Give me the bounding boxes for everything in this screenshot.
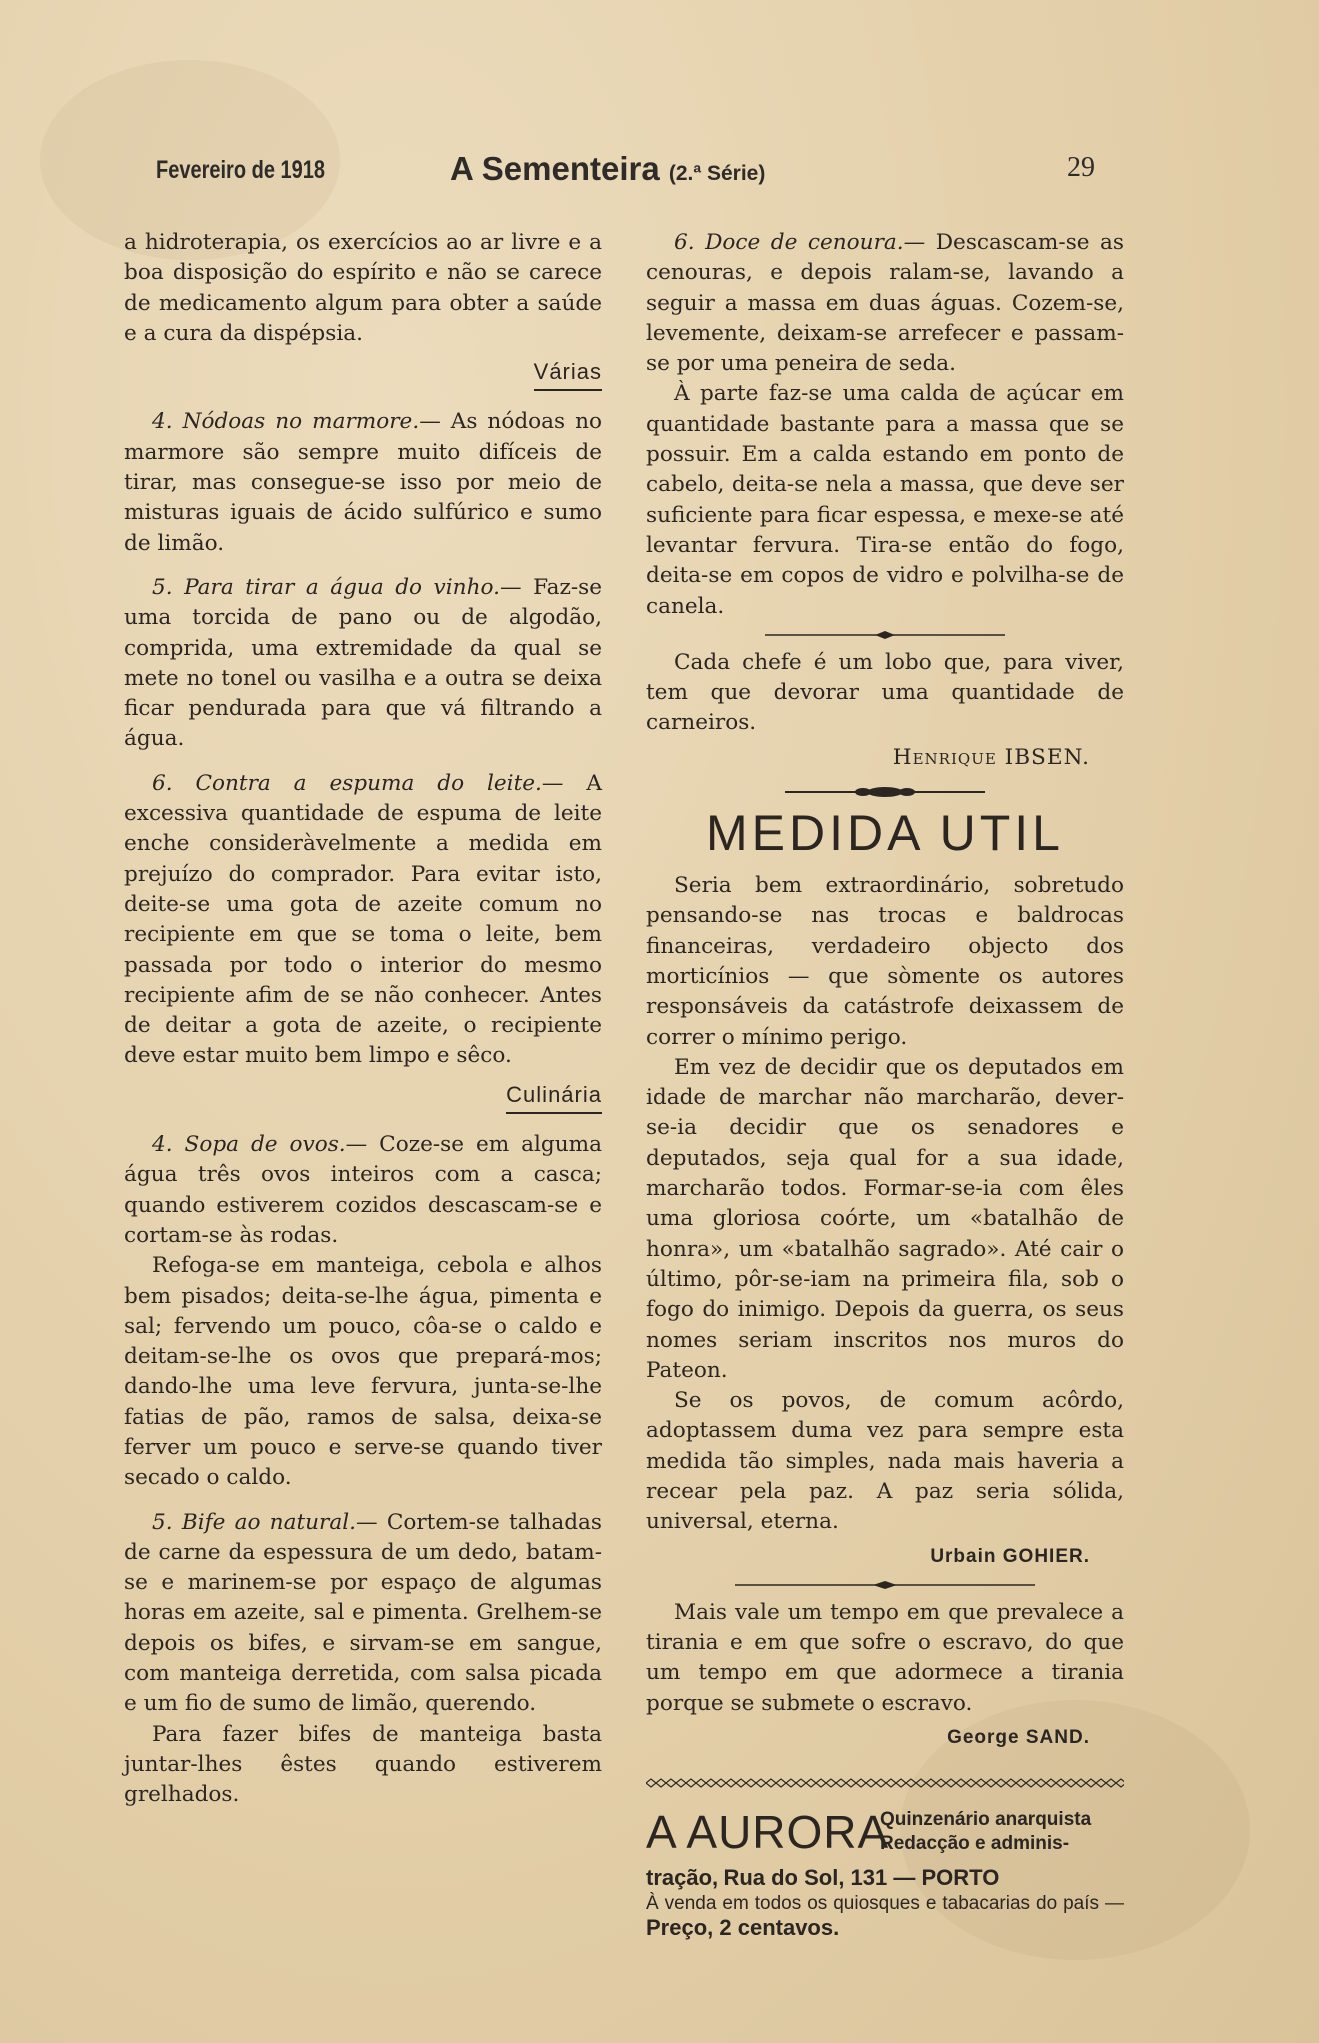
recipe-text: — Descascam-se as cenouras, e depois ralam-se, lavando a seguir a massa em duas águas. Cozem-se, levemente, deixam-se arrefecer e passam-se por uma peneira de seda.	[646, 230, 1125, 377]
section-title-culinaria: Culinária	[124, 1080, 602, 1114]
aurora-price: Preço, 2 centavos.	[646, 1914, 840, 1940]
medida-paragraph-1: Seria bem extraordinário, sobretudo pensando-se nas trocas e baldrocas financeiras, verdadeiro objecto dos morticínios — que sòmente os autores responsáveis da catástrofe deixassem de correr o mínimo perigo.	[646, 873, 1124, 1050]
article-agua-vinho	[124, 573, 602, 755]
article-nodoas	[124, 407, 602, 558]
quote-author-ibsen: Henrique IBSEN.	[892, 744, 1090, 770]
header-title	[450, 150, 765, 188]
article-text: — Faz-se uma torcida de pano ou de algodão, comprida, uma extremidade da qual se mete no tonel ou vasilha e a outra se deixa ficar pendurada para que vá filtrando a água.	[124, 574, 602, 752]
recipe-title: 6. Doce de cenoura.	[674, 230, 904, 255]
recipe-text: — Cortem-se talhadas de carne da espessura de um dedo, batam-se e marinem-se por espaço de algumas horas em azeite, sal e pimenta. Grelhem-se depois os bifes, e sirvam-se em sangue, com manteiga derretida, com salsa picada e um fio de sumo de limão, querendo.	[124, 1509, 602, 1717]
medida-author: Urbain GOHIER.	[930, 1545, 1090, 1567]
separator-ornament	[646, 785, 1124, 799]
aurora-sale-info: À venda em todos os quiosques e tabacarias do país —Preço, 2 centavos.	[646, 1892, 1124, 1940]
aurora-advertisement	[646, 1802, 1124, 1866]
quote-sand: Mais vale um tempo em que prevalece a tirania e em que sofre o escravo, do que um tempo em que adormece a tirania porque se submete o escravo.	[646, 1599, 1124, 1716]
article-title: 4. Nódoas no marmore.	[152, 409, 420, 435]
recipe-title: 5. Bife ao natural.	[152, 1509, 357, 1535]
left-column	[124, 228, 602, 1811]
header-date: Fevereiro de 1918	[156, 156, 325, 184]
recipe-bife-natural	[124, 1508, 602, 1720]
quote-author-sand: George SAND.	[947, 1727, 1090, 1749]
zigzag-border	[646, 1767, 1124, 1797]
medida-paragraph-3: Se os povos, de comum acôrdo, adoptassem duma vez para sempre esta medida tão simples, nada mais haveria a recear pela paz. A paz seria sólida, universal, eterna.	[646, 1388, 1124, 1535]
aurora-tagline: Quinzenário anarquista Redacção e adminis-	[880, 1808, 1092, 1854]
aurora-name: A AURORA	[646, 1805, 890, 1858]
recipe-bife-natural-cont: Para fazer bifes de manteiga basta juntar-lhes êstes quando estiverem grelhados.	[124, 1721, 602, 1808]
quote-ibsen: Cada chefe é um lobo que, para viver, tem que devorar uma quantidade de carneiros.	[646, 649, 1124, 736]
separator-rule	[646, 1578, 1124, 1592]
recipe-doce-cenoura-cont: À parte faz-se uma calda de açúcar em quantidade bastante para a massa que se possuir. Em a calda estando em ponto de cabelo, deita-se nela a massa, que deve ser suficiente para ficar espessa, e mexe-se até levantar fervura. Tira-se então do fogo, deita-se em copos de vidro e polvilha-se de canela.	[646, 381, 1124, 619]
recipe-text: — Coze-se em alguma água três ovos inteiros com a casca; quando estiverem cozidos descascam-se e cortam-se às rodas.	[124, 1132, 603, 1248]
separator-rule	[646, 628, 1124, 642]
masthead-title: A Sementeira	[450, 150, 660, 187]
page-header	[150, 150, 1095, 190]
article-title: 6. Contra a espuma do leite.	[152, 770, 542, 796]
aurora-address: tração, Rua do Sol, 131 — PORTO	[646, 1864, 1000, 1890]
header-serie: (2.ª Série)	[668, 162, 766, 185]
section-title-varias: Várias	[124, 357, 602, 391]
page-number: 29	[1067, 152, 1095, 183]
recipe-sopa-ovos-cont: Refoga-se em manteiga, cebola e alhos bem pisados; deita-se-lhe água, pimenta e sal; fervendo um pouco, côa-se o caldo e deitam-se-lhe os ovos que prepará-mos; dando-lhe uma leve fervura, junta-se-lhe fatias de pão, ramos de salsa, deixa-se ferver um pouco e serve-se quando tiver secado o caldo.	[124, 1253, 602, 1491]
recipe-sopa-ovos	[124, 1130, 602, 1251]
intro-paragraph: a hidroterapia, os exercícios ao ar livre e a boa disposição do espírito e não se carece de medicamento algum para obter a saúde e a cura da dispépsia.	[124, 230, 602, 346]
article-title: 5. Para tirar a água do vinho.	[152, 574, 500, 600]
medida-util-title: MEDIDA UTIL	[706, 805, 1064, 862]
article-text: — As nódoas no marmore são sempre muito difíceis de tirar, mas consegue-se isso por meio de misturas iguais de ácido sulfúrico e sumo de limão.	[124, 409, 602, 556]
article-espuma-leite	[124, 769, 602, 1072]
recipe-title: 4. Sopa de ovos.	[152, 1132, 346, 1158]
article-text: — A excessiva quantidade de espuma de leite enche consideràvelmente a medida em prejuízo do comprador. Para evitar isto, deite-se uma gota de azeite comum no recipiente em que se toma o leite, bem passada por todo o interior do mesmo recipiente afim de se não conhecer. Antes de deitar a gota de azeite, o recipiente deve estar muito bem limpo e sêco.	[124, 770, 603, 1069]
recipe-doce-cenoura	[646, 228, 1124, 379]
medida-paragraph-2: Em vez de decidir que os deputados em idade de marchar não marcharão, dever-se-ia decidir que os senadores e deputados, seja qual for a sua idade, marcharão todos. Formar-se-ia com êles uma gloriosa coórte, um «batalhão de honra», um «batalhão sagrado». Até cair o último, pôr-se-iam na primeira fila, sob o fogo do inimigo. Depois da guerra, os seus nomes seriam inscritos nos muros do Pateon.	[646, 1054, 1124, 1383]
right-column	[646, 228, 1124, 1942]
